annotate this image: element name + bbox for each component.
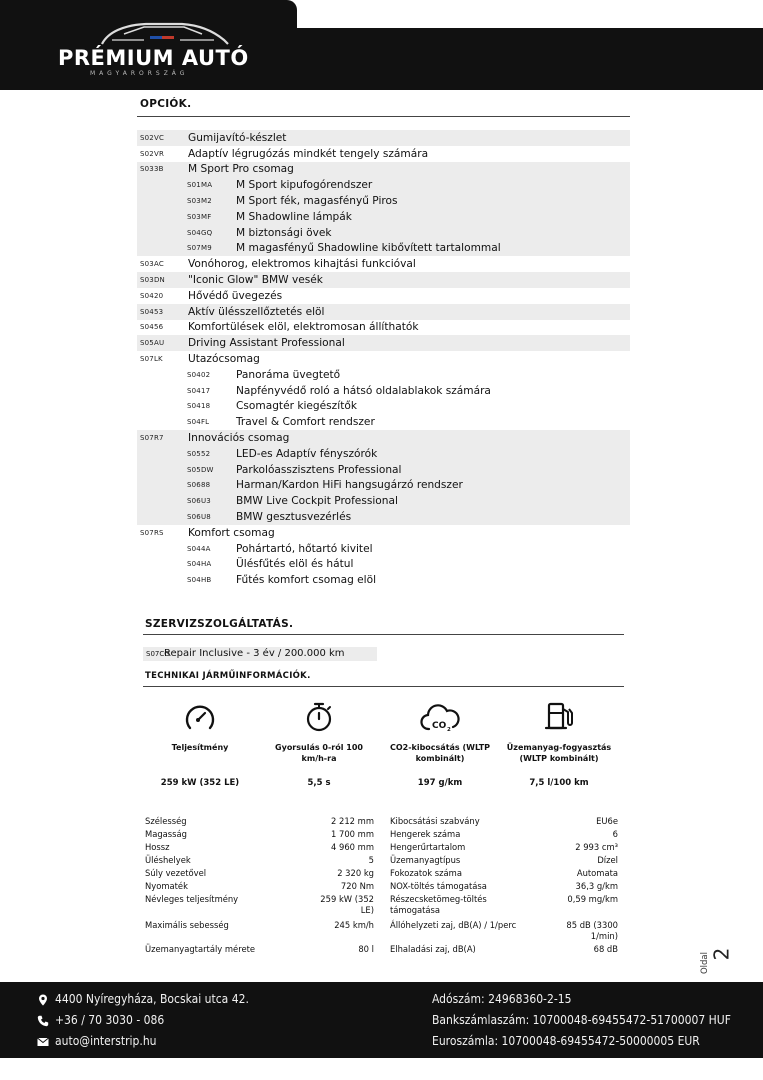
spec-label: Üléshelyek	[145, 855, 191, 865]
option-name: Utazócsomag	[188, 353, 260, 366]
option-name: BMW Live Cockpit Professional	[236, 495, 398, 508]
option-code: S0453	[140, 307, 164, 316]
option-name: Csomagtér kiegészítők	[236, 400, 357, 413]
spec-value: 68 dB	[593, 944, 618, 954]
tech-label-fuel-2: (WLTP kombinált)	[519, 754, 599, 763]
option-name: M biztonsági övek	[236, 226, 332, 239]
tech-label-acceleration: Gyorsulás 0-ról 100	[275, 743, 363, 752]
option-sub-row	[137, 541, 630, 557]
option-sub-row	[137, 509, 630, 525]
tech-title: TECHNIKAI JÁRMŰINFORMÁCIÓK.	[145, 671, 311, 681]
option-code: S01MA	[187, 181, 213, 190]
spec-label: Szélesség	[145, 816, 187, 826]
spec-value: 259 kW (352	[320, 894, 374, 904]
spec-value: Automata	[576, 868, 618, 878]
spec-value: 245 km/h	[334, 920, 374, 930]
option-name: M magasfényű Shadowline kibővített tartalommal	[236, 242, 501, 255]
spec-value: 85 dB (3300	[566, 920, 618, 930]
option-code: S0456	[140, 323, 164, 332]
footer-tax-number: Adószám: 24968360-2-15	[432, 992, 572, 1006]
option-name: Parkolóasszisztens Professional	[236, 463, 402, 476]
spec-label: Kibocsátási szabvány	[390, 816, 480, 826]
footer-phone: +36 / 70 3030 - 086	[55, 1013, 165, 1027]
spec-value: 5	[368, 855, 374, 865]
option-name: Komfort csomag	[188, 526, 275, 539]
option-sub-row	[137, 367, 630, 383]
spec-label: Elhaladási zaj, dB(A)	[390, 944, 476, 954]
option-row	[137, 304, 630, 320]
option-name: M Sport Pro csomag	[188, 163, 294, 176]
option-name: M Sport kipufogórendszer	[236, 179, 373, 192]
option-code: S05AU	[140, 339, 165, 348]
car-logo-icon	[94, 18, 234, 48]
option-name: Komfortülések elöl, elektromosan állíthatók	[188, 321, 419, 334]
tech-divider	[143, 686, 624, 687]
option-code: S07RS	[140, 528, 164, 537]
tech-value-fuel: 7,5 l/100 km	[529, 778, 589, 788]
option-sub-row	[137, 478, 630, 494]
logo-subtitle: MAGYARORSZÁG	[90, 70, 189, 77]
company-logo	[58, 18, 268, 84]
option-sub-row	[137, 446, 630, 462]
option-code: S0402	[187, 370, 211, 379]
spec-value: 6	[612, 829, 618, 839]
footer-bank-huf: Bankszámlaszám: 10700048-69455472-51700007 HUF	[432, 1013, 731, 1027]
spec-value: EU6e	[596, 816, 618, 826]
option-name: Hővédő üvegezés	[188, 289, 283, 302]
tech-label-co2-2: kombinált)	[415, 754, 465, 763]
spec-label: Súly vezetővel	[145, 868, 207, 878]
option-code: S02VC	[140, 133, 165, 142]
footer-email[interactable]: auto@interstrip.hu	[55, 1034, 157, 1048]
option-name: Napfényvédő roló a hátsó oldalablakok számára	[236, 384, 491, 397]
spec-value: 4 960 mm	[331, 842, 374, 852]
service-divider	[143, 634, 624, 635]
spec-value: 1 700 mm	[331, 829, 374, 839]
option-sub-row	[137, 462, 630, 478]
spec-value-cont: LE)	[360, 905, 374, 915]
option-row	[137, 130, 630, 146]
option-code: S0420	[140, 291, 164, 300]
option-name: BMW gesztusvezérlés	[236, 511, 352, 524]
spec-value: 2 212 mm	[331, 816, 374, 826]
page-label: Oldal	[700, 951, 711, 975]
option-name: LED-es Adaptív fényszórók	[236, 447, 378, 460]
option-row	[137, 525, 630, 541]
option-code: S0552	[187, 449, 211, 458]
option-code: S07R7	[140, 434, 164, 443]
option-name: Fűtés komfort csomag elöl	[236, 574, 377, 587]
option-row	[137, 256, 630, 272]
spec-label: Hengerűrtartalom	[390, 842, 466, 852]
service-row	[143, 647, 377, 661]
location-pin-icon	[37, 994, 49, 1006]
service-name: Repair Inclusive - 3 év / 200.000 km	[164, 648, 345, 659]
service-code: S07CG	[146, 650, 170, 658]
tech-label-fuel: Üzemanyag-fogyasztás	[506, 743, 612, 752]
option-row	[137, 272, 630, 288]
spec-label: Névleges teljesítmény	[145, 894, 239, 904]
option-sub-row	[137, 241, 630, 257]
option-name: Panoráma üvegtető	[236, 368, 341, 381]
option-code: S04HA	[187, 560, 212, 569]
option-name: M Shadowline lámpák	[236, 210, 352, 223]
email-icon	[37, 1036, 49, 1048]
option-name: Adaptív légrugózás mindkét tengely számára	[188, 147, 429, 160]
option-code: S0417	[187, 386, 211, 395]
tech-cell-power	[141, 701, 259, 753]
option-name: Pohártartó, hőtartó kivitel	[236, 542, 373, 555]
option-sub-row	[137, 177, 630, 193]
option-row	[137, 146, 630, 162]
option-sub-row	[137, 493, 630, 509]
option-code: S02VR	[140, 149, 165, 158]
co2-cloud-icon	[420, 701, 460, 733]
tech-cell-acceleration	[260, 701, 378, 764]
option-code: S0688	[187, 481, 211, 490]
option-code: S07LK	[140, 355, 163, 364]
spec-value: 36,3 g/km	[575, 881, 618, 891]
option-name: "Iconic Glow" BMW vesék	[188, 274, 323, 287]
option-sub-row	[137, 193, 630, 209]
service-title: SZERVIZSZOLGÁLTATÁS.	[145, 618, 294, 630]
footer-bank-eur: Euroszámla: 10700048-69455472-50000005 EUR	[432, 1034, 700, 1048]
option-name: Harman/Kardon HiFi hangsugárzó rendszer	[236, 479, 463, 492]
tech-value-power: 259 kW (352 LE)	[160, 778, 240, 788]
option-code: S033B	[140, 165, 164, 174]
spec-label: Állóhelyzeti zaj, dB(A) / 1/perc	[390, 920, 517, 930]
option-row	[137, 288, 630, 304]
spec-label: Fokozatok száma	[390, 868, 462, 878]
options-title: OPCIÓK.	[140, 98, 192, 110]
page-number-value: 2	[709, 947, 734, 961]
option-name: Vonóhorog, elektromos kihajtási funkcióval	[188, 258, 416, 271]
option-code: S07M9	[187, 244, 212, 253]
spec-value: 2 320 kg	[337, 868, 374, 878]
option-code: S03M2	[187, 197, 212, 206]
option-sub-row	[137, 209, 630, 225]
fuel-pump-icon	[542, 701, 576, 733]
spec-label: Részecsketömeg-töltés	[390, 894, 487, 904]
spec-label: Üzemanyagtípus	[390, 855, 461, 865]
option-row	[137, 430, 630, 446]
option-name: Aktív ülésszellőztetés elöl	[188, 305, 325, 318]
option-row	[137, 162, 630, 178]
option-code: S04GQ	[187, 228, 213, 237]
spec-label: Magasság	[145, 829, 187, 839]
option-sub-row	[137, 399, 630, 415]
option-name: Driving Assistant Professional	[188, 337, 345, 350]
option-row	[137, 351, 630, 367]
option-name: M Sport fék, magasfényű Piros	[236, 195, 398, 208]
spec-value-cont: 1/min)	[590, 931, 618, 941]
page-number	[700, 938, 744, 978]
spec-value: 80 l	[358, 944, 374, 954]
option-sub-row	[137, 414, 630, 430]
footer-address: 4400 Nyíregyháza, Bocskai utca 42.	[55, 992, 249, 1006]
option-code: S03DN	[140, 276, 165, 285]
option-code: S04FL	[187, 418, 210, 427]
spec-value: Dízel	[597, 855, 618, 865]
option-code: S044A	[187, 544, 211, 553]
option-row	[137, 335, 630, 351]
option-name: Ülésfűtés elöl és hátul	[236, 558, 354, 571]
options-divider	[137, 116, 630, 117]
option-sub-row	[137, 225, 630, 241]
tech-label-power: Teljesítmény	[171, 743, 229, 752]
svg-text:2: 2	[447, 727, 451, 733]
spec-label-cont: támogatása	[390, 905, 441, 915]
option-code: S03AC	[140, 260, 164, 269]
spec-label: Maximális sebesség	[145, 920, 229, 930]
option-code: S03MF	[187, 212, 212, 221]
options-list	[137, 130, 630, 588]
spec-value: 720 Nm	[340, 881, 374, 891]
footer	[0, 982, 763, 1058]
option-code: S0418	[187, 402, 211, 411]
option-sub-row	[137, 383, 630, 399]
logo-text: PRÉMIUM AUTÓ	[58, 46, 249, 70]
tech-label-acceleration-2: km/h-ra	[301, 754, 337, 763]
tech-label-co2: CO2-kibocsátás (WLTP	[389, 743, 491, 752]
option-sub-row	[137, 557, 630, 573]
option-name: Innovációs csomag	[188, 432, 290, 445]
tech-value-co2: 197 g/km	[417, 778, 463, 788]
spec-label: Üzemanyagtartály mérete	[145, 944, 256, 954]
option-sub-row	[137, 572, 630, 588]
spec-label: Nyomaték	[145, 881, 188, 891]
tech-cell-fuel	[500, 701, 618, 764]
phone-icon	[37, 1015, 49, 1027]
svg-text:CO: CO	[432, 721, 447, 731]
spec-label: Hossz	[145, 842, 170, 852]
option-code: S06U8	[187, 513, 211, 522]
spec-value: 0,59 mg/km	[567, 894, 618, 904]
option-row	[137, 320, 630, 336]
spec-label: NOX-töltés támogatása	[390, 881, 487, 891]
option-code: S06U3	[187, 497, 211, 506]
option-name: Gumijavító-készlet	[188, 131, 287, 144]
option-name: Travel & Comfort rendszer	[236, 416, 375, 429]
spec-value: 2 993 cm³	[575, 842, 618, 852]
option-code: S04HB	[187, 576, 212, 585]
stopwatch-icon	[302, 701, 336, 733]
tech-value-acceleration: 5,5 s	[307, 778, 331, 788]
spec-label: Hengerek száma	[390, 829, 461, 839]
speedometer-icon	[183, 701, 217, 733]
option-code: S05DW	[187, 465, 214, 474]
tech-cell-co2	[381, 701, 499, 764]
